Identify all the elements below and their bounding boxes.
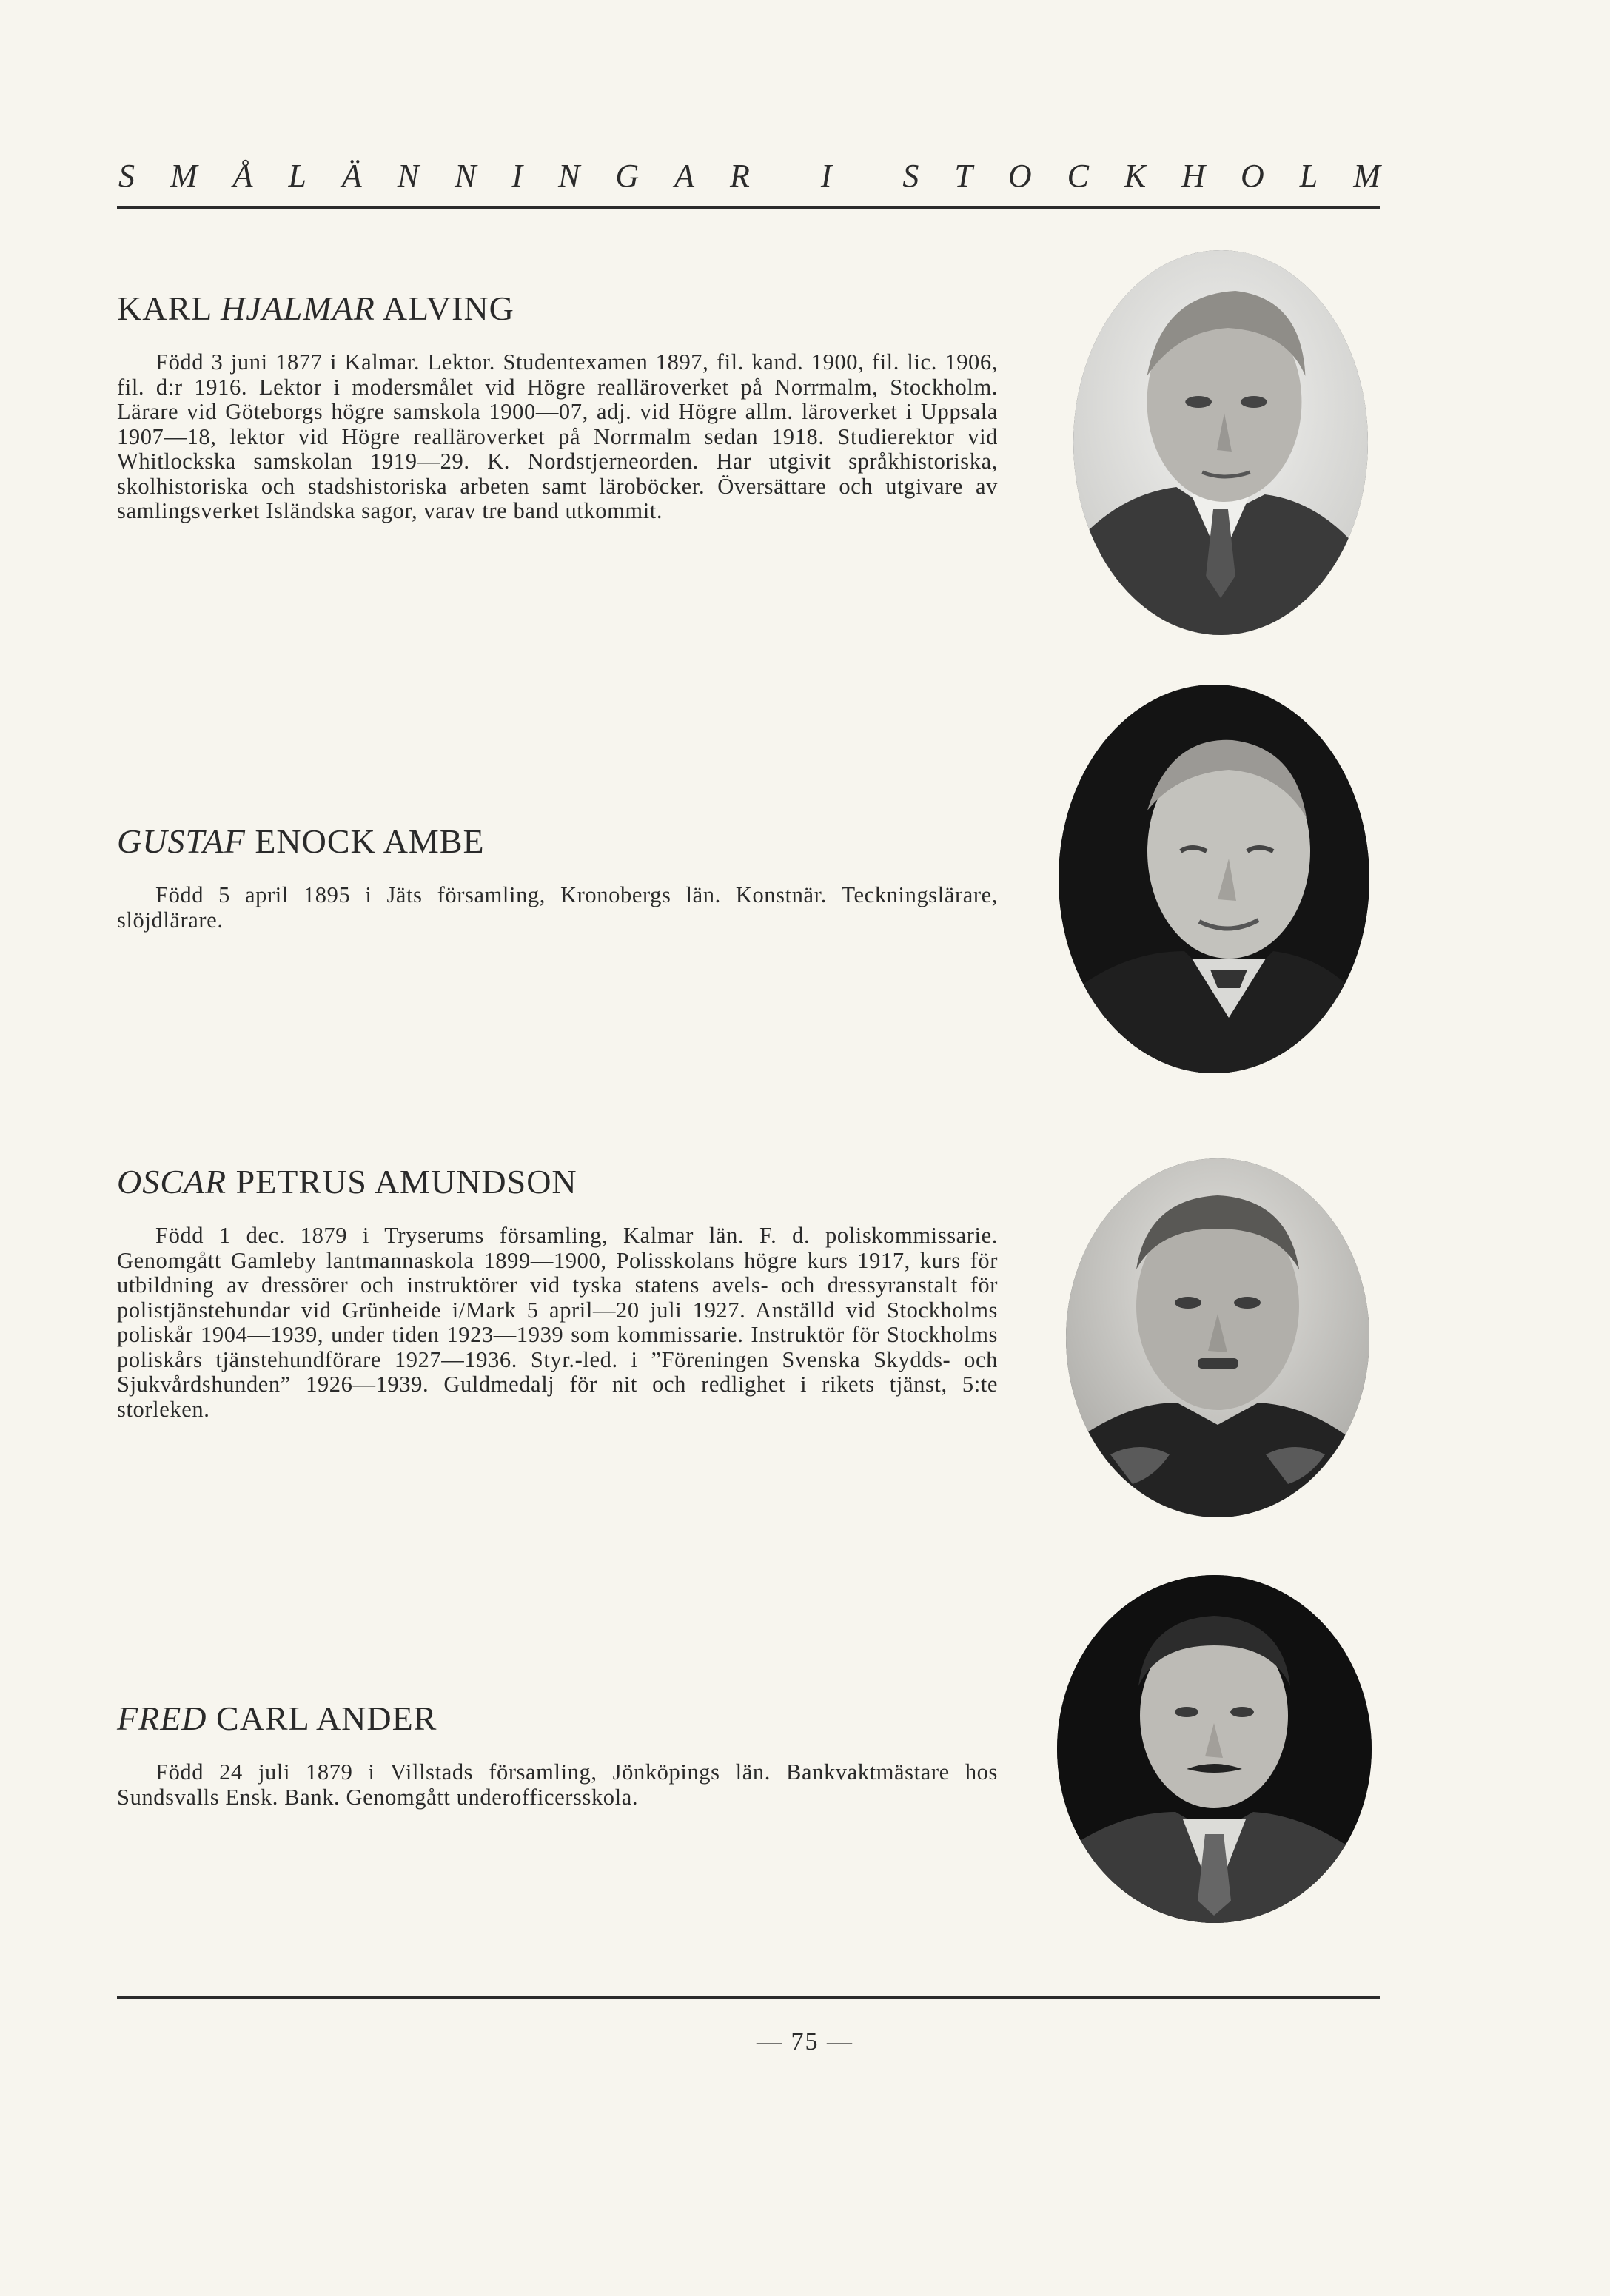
footer-rule (117, 1996, 1380, 1999)
portrait-photo (1066, 1158, 1369, 1517)
person-name (117, 1162, 998, 1201)
running-head-letter: Å (232, 158, 253, 194)
portrait-photo (1073, 250, 1368, 635)
portrait-image (1066, 1158, 1369, 1517)
biography-text: Född 24 juli 1879 i Villstads församling, Jönköpings län. Bankvaktmästare hos Sundsvalls Ensk. Bank. Genomgått underofficersskola. (117, 1759, 998, 1810)
biography-text: Född 1 dec. 1879 i Tryserums församling, Kalmar län. F. d. poliskommissarie. Genomgått Gamleby lantmannaskola 1899—1900, Polisskolans högre kurs 1917, kurs för utbildning av dressörer och instruktörer vid tyska statens avels- och dressyranstalt för polistjänstehundar vid Grünheide i/Mark 5 april—20 juli 1927. Anställd vid Stockholms poliskår 1904—1939, under tiden 1923—1939 som kommissarie. Instruktör för Stockholms poliskårs tjänstehundförare 1927—1936. Styr.-led. i ”Föreningen Svenska Skydds- och Sjukvårdshunden” 1926—1939. Guldmedalj för nit och redlighet i rikets tjänst, 5:te storleken. (117, 1223, 998, 1422)
header-rule (117, 206, 1380, 209)
biography-entry (117, 1699, 998, 1810)
person-name (117, 1699, 998, 1738)
given-name: HJALMAR (221, 289, 375, 327)
running-head-letter: T (954, 158, 973, 194)
running-head-letter: Ä (341, 158, 362, 194)
given-name: OSCAR (117, 1163, 227, 1201)
running-head-letter: C (1067, 158, 1089, 194)
running-head-letter: A (674, 158, 695, 194)
portrait-image (1073, 250, 1368, 635)
running-head-letter: O (1240, 158, 1264, 194)
name-part: PETRUS AMUNDSON (227, 1163, 577, 1201)
name-part: KARL (117, 289, 221, 327)
running-head-letter: S (902, 158, 919, 194)
running-head-letter: M (170, 158, 198, 194)
running-head-letter: G (615, 158, 640, 194)
running-head-letter: H (1181, 158, 1206, 194)
running-head-letter: N (558, 158, 580, 194)
portrait-photo (1057, 1575, 1372, 1923)
portrait-image (1059, 685, 1369, 1073)
running-head-letter: N (397, 158, 420, 194)
biography-entry (117, 1162, 998, 1422)
person-name (117, 822, 998, 861)
biography-text: Född 3 juni 1877 i Kalmar. Lektor. Studentexamen 1897, fil. kand. 1900, fil. lic. 1906, fil. d:r 1916. Lektor i modersmålet vid Högre realläroverket på Norrmalm, Stockholm. Lärare vid Göteborgs högre samskola 1900—07, adj. vid Högre allm. läroverket i Uppsala 1907—18, lektor vid Högre realläroverket på Norrmalm sedan 1918. Studierektor vid Whitlockska samskolan 1919—29. K. Nordstjerneorden. Har utgivit språkhistoriska, skolhistoriska och stadshistoriska arbeten samt läroböcker. Översättare och utgivare av samlingsverket Isländska sagor, varav tre band utkommit. (117, 349, 998, 523)
running-head-letter: I (511, 158, 523, 194)
name-part: ENOCK AMBE (245, 822, 485, 860)
name-part: ALVING (375, 289, 514, 327)
name-part: CARL ANDER (207, 1699, 437, 1737)
running-head-letter: L (288, 158, 306, 194)
running-head-letter: I (820, 158, 832, 194)
page-number: — 75 — (757, 2028, 853, 2055)
portrait-photo (1059, 685, 1369, 1073)
portrait-image (1057, 1575, 1372, 1923)
running-head-letter: N (455, 158, 477, 194)
biography-text: Född 5 april 1895 i Jäts församling, Kronobergs län. Konstnär. Teckningslärare, slöjdlärare. (117, 882, 998, 933)
running-head-letter: O (1007, 158, 1032, 194)
running-head-letter: S (118, 158, 135, 194)
biography-entry (117, 822, 998, 933)
running-head-letter: K (1124, 158, 1147, 194)
biography-entry (117, 289, 998, 524)
given-name: GUSTAF (117, 822, 246, 860)
running-head-letter: R (729, 158, 750, 194)
given-name: FRED (117, 1699, 207, 1737)
running-head-letter: M (1353, 158, 1381, 194)
running-head (118, 157, 1381, 195)
person-name (117, 289, 998, 328)
running-head-letter: L (1299, 158, 1318, 194)
